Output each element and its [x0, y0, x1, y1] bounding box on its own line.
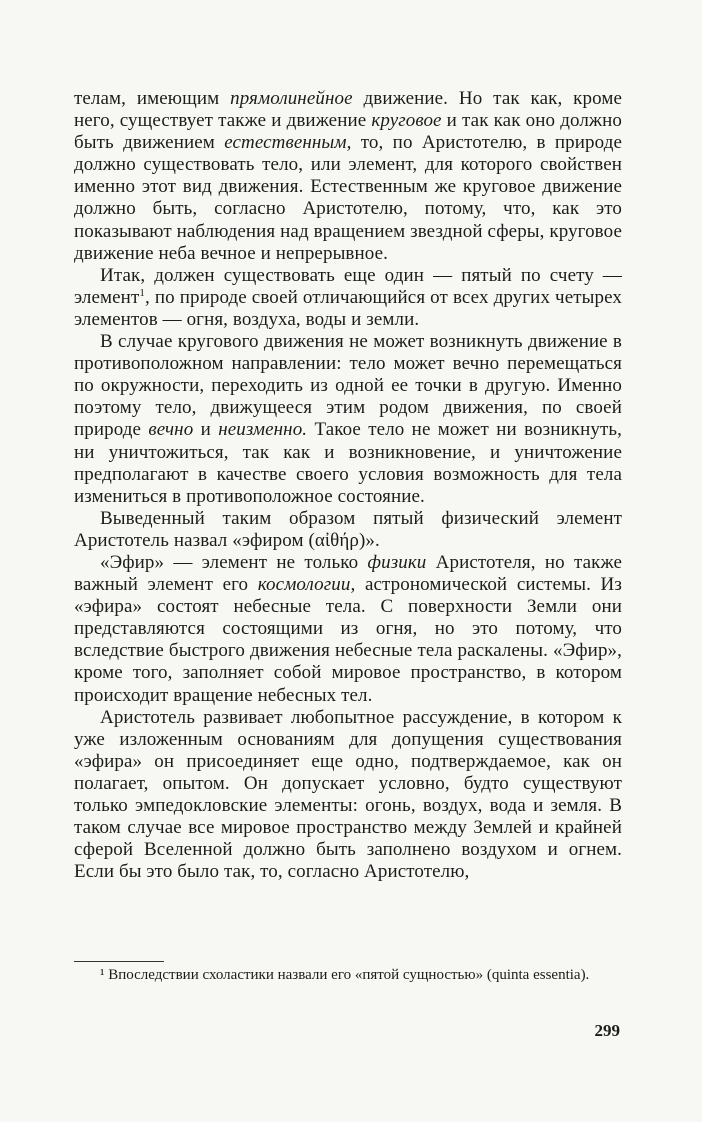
italic-term: космологии,: [257, 574, 356, 596]
page-number: 299: [594, 1021, 620, 1040]
footnote-text: ¹ Впоследствии схоластики назвали его «пятой сущностью» (quinta essentia).: [100, 967, 590, 983]
footnote-marker: 1: [139, 286, 145, 299]
paragraph-5: «Эфир» — элемент не только физики Аристотеля, но также важный элемент его космологии, астрономической системы. Из «эфира» состоят небесные тела. С поверхности Земли они представляются состоящими из огня, но это потому, что вследствие быстрого движения небесные тела раскалены. «Эфир», кроме того, заполняет собой мировое пространство, в котором происходит вращение небесных тел.: [74, 551, 623, 706]
footnote: [74, 966, 622, 985]
paragraph-6: Аристотель развивает любопытное рассуждение, в котором к уже изложенным основаниям для допущения существования «эфира» он присоединяет еще одно, подтверждаемое, как он полагает, опытом. Он допускает условно, будто существуют только эмпедокловские элементы: огонь, воздух, вода и земля. В таком случае все мировое пространство между Землей и крайней сферой Вселенной должно быть заполнено воздухом и огнем. Если бы это было так, то, согласно Аристотелю,: [74, 706, 622, 883]
italic-term: круговое: [371, 110, 442, 132]
paragraph-4: Выведенный таким образом пятый физический элемент Аристотель назвал «эфиром (αἰθήρ)».: [74, 507, 622, 551]
main-text: [74, 88, 622, 883]
paragraph-3: В случае кругового движения не может возникнуть движение в противоположном направлении: тело может вечно перемещаться по окружности, переходить из одной ее точки в другую. Именно поэтому тело, движущееся этим родом движения, по своей природе вечно и неизменно. Такое тело не может ни возникнуть, ни уничтожиться, так как и возникновение, и уничтожение предполагают в качестве своего условия возможность для тела измениться в противоположное состояние.: [74, 331, 622, 507]
italic-term: вечно: [148, 419, 194, 441]
footnote-divider: [74, 961, 164, 962]
paragraph-1: телам, имеющим прямолинейное движение. Но так как, кроме него, существует также и движение круговое и так как оно должно быть движением естественным, то, по Аристотелю, в природе должно существовать тело, или элемент, для которого свойствен именно этот вид движения. Естественным же круговое движение должно быть, согласно Аристотелю, потому, что, как это показывают наблюдения над вращением звездной сферы, круговое движение неба вечное и непрерывное.: [74, 88, 622, 264]
italic-term: неизменно.: [218, 419, 308, 441]
italic-term: естественным,: [224, 132, 352, 154]
italic-term: прямолинейное: [230, 88, 353, 109]
italic-term: физики: [367, 551, 427, 573]
paragraph-2: Итак, должен существовать еще один — пятый по счету — элемент$^1$, по природе своей отличающийся от всех других четырех элементов — огня, воздуха, воды и земли.: [74, 264, 622, 330]
